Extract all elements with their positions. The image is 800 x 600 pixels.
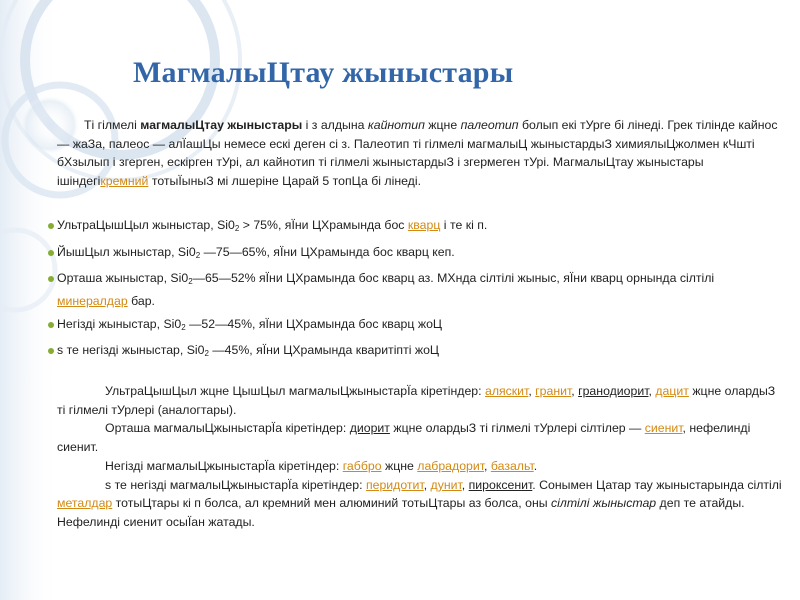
link-metaldar[interactable]: металдар	[57, 496, 113, 511]
list-item-text: бар.	[127, 293, 155, 308]
list-item-text: s те негізді жыныстар, Si0	[57, 343, 205, 358]
list-item-text: —75—65%, яЇни ЦХрамында бос кварц кеп.	[200, 244, 455, 259]
list-item-text: Негізді жыныстар, Si0	[57, 316, 182, 331]
link-diorit[interactable]: диорит	[349, 421, 390, 436]
bullet-dot-icon	[48, 250, 54, 256]
list-item	[57, 269, 782, 310]
separator-text: ,	[484, 458, 491, 473]
list-item	[57, 216, 782, 239]
separator-text: ,	[528, 384, 536, 399]
intro-paragraph	[57, 116, 782, 191]
intermediate-rocks-paragraph	[57, 419, 782, 456]
bullet-dot-icon	[48, 223, 54, 229]
subscript: 2	[234, 223, 240, 233]
intro-italic-paleotip: палеотип	[460, 118, 519, 132]
basic-rocks-paragraph	[57, 457, 782, 476]
link-piroksenit[interactable]: пироксенит	[468, 477, 533, 492]
acidic-rocks-paragraph	[57, 382, 782, 419]
list-item-text: УльтраЦышЦыл жыныстар, Si0	[57, 217, 235, 232]
link-granit[interactable]: гранит	[535, 384, 572, 399]
link-mineraldar[interactable]: минералдар	[57, 293, 128, 308]
ultrabasic-rocks-paragraph	[57, 476, 782, 532]
intro-text: жцне	[424, 118, 461, 132]
subscript: 2	[181, 322, 186, 332]
paragraph-text: жцне	[381, 458, 418, 473]
link-dacit[interactable]: дацит	[655, 384, 689, 399]
subscript: 2	[195, 250, 201, 260]
link-gabbro[interactable]: габбро	[342, 458, 382, 473]
paragraph-text: Негізді магмалыЦжыныстарЇа кіретіндер:	[105, 458, 343, 473]
intro-bold-term: магмалыЦтау жыныстары	[140, 118, 303, 132]
paragraph-text: тотыЦтары кі п болса, ал кремний мен алюминий тотыЦтары аз болса, оны	[112, 496, 551, 511]
slide-body	[57, 116, 782, 532]
list-item-text: Орташа жыныстар, Si0	[57, 271, 189, 286]
list-item-text: —45%, яЇни ЦХрамында кваритіпті жоЦ	[208, 343, 440, 358]
intro-text: тотыЇыныЗ мі лшеріне Царай 5 топЦа бі лінеді.	[148, 174, 422, 189]
separator-text: ,	[648, 384, 656, 399]
separator-text: ,	[461, 477, 469, 492]
list-item-text: —52—45%, яЇни ЦХрамында бос кварц жоЦ	[185, 316, 442, 331]
subscript: 2	[188, 277, 193, 287]
list-item-text: > 75%, яЇни ЦХрамында бос	[239, 217, 408, 232]
link-peridotit[interactable]: перидотит	[365, 477, 424, 492]
classification-list	[57, 216, 782, 364]
link-dunit[interactable]: дунит	[430, 477, 462, 492]
list-item	[57, 315, 782, 338]
paragraph-text: .	[533, 458, 538, 473]
intro-italic-kainotip: кайнотип	[367, 118, 425, 132]
link-kremniy[interactable]: кремний	[100, 174, 149, 189]
link-labradorit[interactable]: лабрадорит	[417, 458, 485, 473]
link-bazalt[interactable]: базальт	[490, 458, 534, 473]
list-item	[57, 341, 782, 364]
list-item-text: ЙышЦыл жыныстар, Si0	[57, 244, 196, 259]
link-sienit[interactable]: сиенит	[644, 421, 683, 436]
paragraph-text: деп те атайды. Нефелинді сиенит осыЇан жатады.	[57, 496, 745, 529]
paragraph-text: Орташа магмалыЦжыныстарЇа кіретіндер:	[105, 421, 350, 436]
paragraph-text: жцне олардыЗ ті гілмелі тУрлері (аналогтары).	[57, 384, 776, 417]
page-title: МагмалыЦтау жыныстары	[133, 56, 514, 89]
paragraph-text: s те негізді магмалыЦжыныстарЇа кіретіндер:	[105, 477, 366, 492]
link-kvarc[interactable]: кварц	[407, 217, 441, 232]
paragraph-text: УльтраЦышЦыл жцне ЦышЦыл магмалыЦжыныстарЇа кіретіндер:	[105, 384, 485, 399]
paragraph-text: . Сонымен Цатар тау жыныстарында сілтілі	[532, 477, 782, 492]
separator-text: ,	[423, 477, 431, 492]
separator-text: ,	[571, 384, 579, 399]
bullet-dot-icon	[48, 322, 54, 328]
intro-text: і з алдына	[302, 118, 368, 132]
intro-text: болып екі тУрге бі лінеді. Грек тілінде кайнос — жаЗа, палеос — алЇашЦы немесе ескі деген сі з. Палеотип ті гілмелі магмалыЦ жыныстардыЗ химиялыЦжолмен кЧшті бХзылып і згерген, ескірген тУрі, ал кайнотип ті гілмелі жыныстардыЗ і згермеген тУрі. МагмалыЦтау жыныстары ішіндегі	[57, 118, 778, 189]
link-alyaskit[interactable]: аляскит	[484, 384, 529, 399]
list-item-text: —65—52% яЇни ЦХрамында бос кварц аз. МХнда сілтілі жыныс, яЇни кварц орнында сілтілі	[192, 271, 715, 286]
paragraph-text: жцне олардыЗ ті гілмелі тУрлері сілтілер —	[389, 421, 645, 436]
subscript: 2	[204, 349, 209, 359]
italic-term: сілтілі жыныстар	[551, 496, 657, 511]
link-granodiorit[interactable]: гранодиорит	[578, 384, 649, 399]
list-item	[57, 243, 782, 266]
list-item-text: і те кі п.	[440, 217, 488, 232]
intro-text: Ті гілмелі	[84, 118, 141, 132]
paragraph-text: , нефелинді сиенит.	[57, 421, 751, 455]
